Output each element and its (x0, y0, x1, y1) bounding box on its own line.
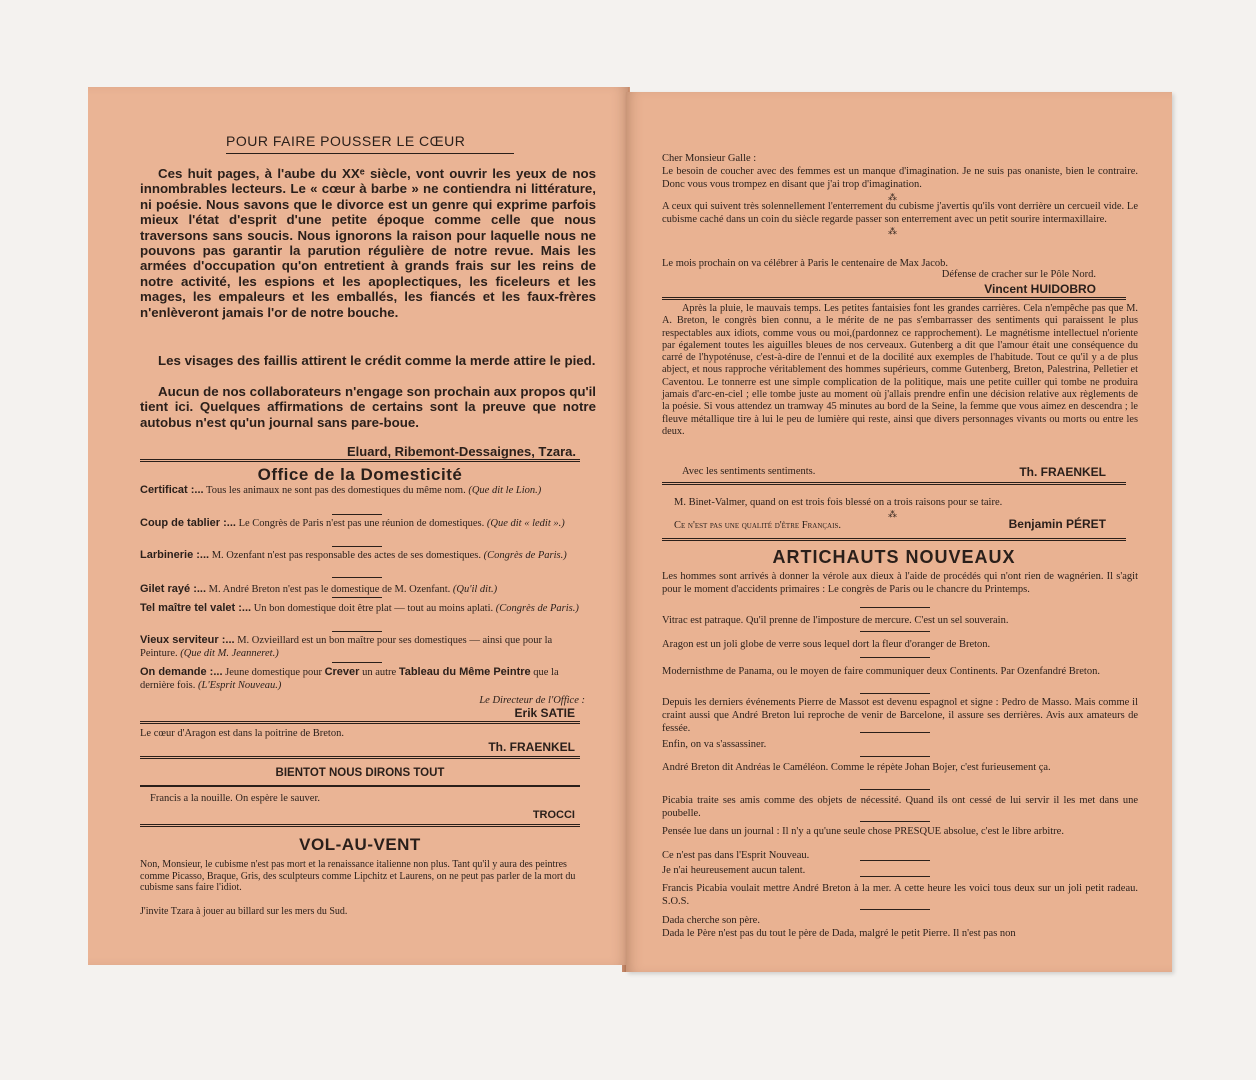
office-title: Office de la Domesticité (257, 465, 463, 484)
artichauts-item: Pensée lue dans un journal : Il n'y a qu'une seule chose PRESQUE absolue, c'est le libre arbitre. (662, 826, 1064, 837)
artichauts-item: Dada le Père n'est pas du tout le père de Dada, malgré le petit Pierre. Il n'est pas non (662, 928, 1016, 939)
ornament-icon: ⁂ (888, 192, 897, 202)
artichauts-item: Picabia traite ses amis comme des objets de nécessité. Quand ils ont cessé de lui servir il les met dans une poubelle. (662, 795, 1138, 819)
letter-salutation: Cher Monsieur Galle : (662, 153, 757, 164)
artichauts-item: Vitrac est patraque. Qu'il prenne de l'imposture de mercure. C'est un sel souverain. (662, 615, 1009, 626)
on-demande-entry: On demande :... Jeune domestique pour Crever un autre Tableau du Même Peintre que la dernière fois. (L'Esprit Nouveau.) (140, 666, 559, 691)
divider (140, 824, 580, 827)
letter-paragraph: A ceux qui suivent très solennellement l'enterrement du cubisme j'avertis qu'ils vont derrière un cercueil vide. Le cubisme caché dans un coin du siècle regarde passer son enterrement avec un petit sourire intermaxillaire. (662, 201, 1138, 225)
bientot-title: BIENTOT NOUS DIRONS TOUT (275, 767, 445, 779)
entry-separator (332, 597, 382, 598)
aragon-signature: Th. FRAENKEL (488, 740, 575, 754)
artichauts-item: Je n'ai heureusement aucun talent. (662, 865, 806, 876)
aragon-text: Le cœur d'Aragon est dans la poitrine de Breton. (140, 728, 344, 739)
intro-signature: Eluard, Ribemont-Dessaignes, Tzara. (346, 444, 576, 459)
artichauts-item: Ce n'est pas dans l'Esprit Nouveau. (662, 850, 810, 861)
director-name: Erik SATIE (514, 706, 575, 720)
divider (662, 297, 1126, 300)
volauvent-title: VOL-AU-VENT (299, 835, 421, 854)
artichauts-item: André Breton dit Andréas le Caméléon. Comme le répète Johan Bojer, c'est furieusement ça. (662, 762, 1051, 773)
intro-paragraph: Les visages des faillis attirent le crédit comme la merde attire le pied. (158, 353, 596, 368)
office-entry: Larbinerie :... M. Ozenfant n'est pas responsable des actes de ses domestiques. (Congrès de Paris.) (140, 549, 567, 561)
item-separator (860, 821, 930, 822)
volauvent-text: J'invite Tzara à jouer au billard sur les mers du Sud. (140, 906, 348, 917)
francis-text: Francis a la nouille. On espère le sauver. (150, 793, 320, 804)
francis-signature: TROCCI (532, 809, 575, 821)
intro-paragraph: Ces huit pages, à l'aube du XXᵉ siècle, vont ouvrir les yeux de nos innombrables lecteurs. Le « cœur à barbe » ne contiendra ni littérature, ni poésie. Nous savons que le divorce est un genre qui exprime parfois mieux l'état d'esprit d'une petite époque comme celle que nous traversons sans soucis. Nous ignorons la raison pour laquelle nous ne pouvons pas garantir la parution régulière de notre revue. Mais les armées d'occupation qu'on entretient à grands frais sur les reins de notre activité, les espions et les apoplectiques, les ficeleurs et les mages, les empaleurs et les emballés, les fiancés et les faux-frères n'enlèveront jamais l'or de notre bouche. (140, 166, 596, 320)
entry-separator (332, 631, 382, 632)
office-entry: Certificat :... Tous les animaux ne sont pas des domestiques du même nom. (Que dit le Lion.) (140, 484, 542, 496)
binet-signature: Benjamin PÉRET (1008, 517, 1106, 531)
office-entry: Coup de tablier :... Le Congrès de Paris n'est pas une réunion de domestiques. (Que dit « ledit ».) (140, 517, 565, 529)
binet-text: M. Binet-Valmer, quand on est trois fois blessé on a trois raisons pour se taire. (674, 497, 1003, 508)
item-separator (860, 607, 930, 608)
artichauts-item: Dada cherche son père. (662, 915, 760, 926)
item-separator (860, 876, 930, 877)
artichauts-item: Depuis les derniers événements Pierre de Massot est devenu espagnol et signe : Pedro de Masso. Mais comme il craint aussi que André Breton lui reproche de venir de Barcelone, il assure ses derrières. Avis aux amateurs de fessée. (662, 697, 1138, 734)
artichauts-item: Les hommes sont arrivés à donner la vérole aux dieux à l'aide de procédés qui n'ont rien de wagnérien. Il s'agit pour le moment d'accidents primaires : Le congrès de Paris ou le chancre du Printemps. (662, 571, 1138, 595)
right-page (626, 92, 1172, 972)
artichauts-title: ARTICHAUTS NOUVEAUX (772, 547, 1016, 567)
binet-quote: Ce n'est pas une qualité d'être Français. (674, 520, 841, 531)
ornament-icon: ⁂ (888, 226, 897, 236)
divider (140, 785, 580, 787)
item-separator (860, 909, 930, 910)
office-entry: Vieux serviteur :... M. Ozvieillard est un bon maître pour ses domestiques — ainsi que pour la Peinture. (Que dit M. Jeanneret.) (140, 634, 553, 659)
office-entry: Tel maître tel valet :... Un bon domestique doit être plat — tout au moins aplati. (Congrès de Paris.) (140, 602, 579, 614)
divider (662, 538, 1126, 541)
item-separator (860, 657, 930, 658)
divider (140, 459, 580, 462)
item-separator (860, 756, 930, 757)
item-separator (860, 860, 930, 861)
entry-separator (332, 546, 382, 547)
divider (140, 756, 580, 759)
artichauts-item: Modernisthme de Panama, ou le moyen de faire communiquer deux Continents. Par Ozenfandré Breton. (662, 666, 1100, 677)
heart-title: POUR FAIRE POUSSER LE CŒUR (226, 133, 466, 149)
artichauts-item: Aragon est un joli globe de verre sous lequel dort la fleur d'oranger de Breton. (662, 639, 991, 650)
title-underline (226, 153, 514, 154)
entry-separator (332, 514, 382, 515)
fraenkel-closing: Avec les sentiments sentiments. (682, 466, 816, 477)
office-entry: Gilet rayé :... M. André Breton n'est pas le domestique de M. Ozenfant. (Qu'il dit.) (140, 583, 498, 595)
item-separator (860, 732, 930, 733)
letter-paragraph: Le mois prochain on va célébrer à Paris le centenaire de Max Jacob. (662, 258, 949, 269)
letter-signature: Vincent HUIDOBRO (984, 282, 1096, 296)
divider (140, 721, 580, 724)
artichauts-item: Francis Picabia voulait mettre André Breton à la mer. A cette heure les voici tous deux sur un joli petit radeau. S.O.S. (662, 883, 1138, 907)
item-separator (860, 789, 930, 790)
left-page (88, 87, 628, 965)
intro-paragraph: Aucun de nos collaborateurs n'engage son prochain aux propos qu'il tient ici. Quelques affirmations de certains sont la preuve que notre autobus n'est qu'un journal sans pare-boue. (140, 384, 596, 430)
director-label: Le Directeur de l'Office : (479, 695, 585, 706)
fraenkel-text: Après la pluie, le mauvais temps. Les petites fantaisies font les grandes carrières. Cela n'empêche pas que M. A. Breton, le congrès bien connu, a le mérite de ne pas s'embarrasser des sentiments qui paraissent le plus respectables aux idiots, comme vous ou moi,(pardonnez ce rapprochement). Le magnétisme intellectuel n'oriente par également toutes les aiguilles bleues de nos cerveaux. Gutenberg a dit que l'amour était une conséquence du carré de l'hypoténuse, c'est-à-dire de l'ennui et de la docilité aux exemples de l'habitude. Tout ce qu'il y a de plus abject, et nous rapproche véritablement des hommes supérieurs, comme Gutenberg, Breton, Palestrina, Pelletier et Caventou. Le tonnerre est une simple complication de la politique, mais une petite cuiller qui tombe ne produira jamais d'arc-en-ciel ; elle tombe juste au moment où j'allais prendre enfin une décision relative aux règlements de la poésie. Si vous attendez un tramway 45 minutes au bord de la Seine, la femme que vous aimez en descendra ; le fleuve métallique tire à lui le peu de lumière qui reste, ainsi que divers personnages vivants ou morts ou entre les deux. (662, 303, 1138, 437)
fraenkel-signature: Th. FRAENKEL (1019, 465, 1106, 479)
ornament-icon: ⁂ (888, 509, 897, 519)
entry-separator (332, 662, 382, 663)
item-separator (860, 631, 930, 632)
divider (662, 482, 1126, 485)
item-separator (860, 693, 930, 694)
volauvent-text: Non, Monsieur, le cubisme n'est pas mort et la renaissance italienne non plus. Tant qu'il y aura des peintres comme Picasso, Braque, Gris, des sculpteurs comme Lipchitz et Laurens, on ne peut pas parler de la mort du cubisme sans faire l'idiot. (140, 859, 576, 894)
letter-paragraph: Défense de cracher sur le Pôle Nord. (941, 269, 1096, 280)
letter-paragraph: Le besoin de coucher avec des femmes est un manque d'imagination. Je ne suis pas onaniste, bien le contraire. Donc vous vous trompez en disant que j'ai trop d'imagination. (662, 166, 1138, 190)
entry-separator (332, 577, 382, 578)
artichauts-item: Enfin, on va s'assassiner. (662, 739, 767, 750)
